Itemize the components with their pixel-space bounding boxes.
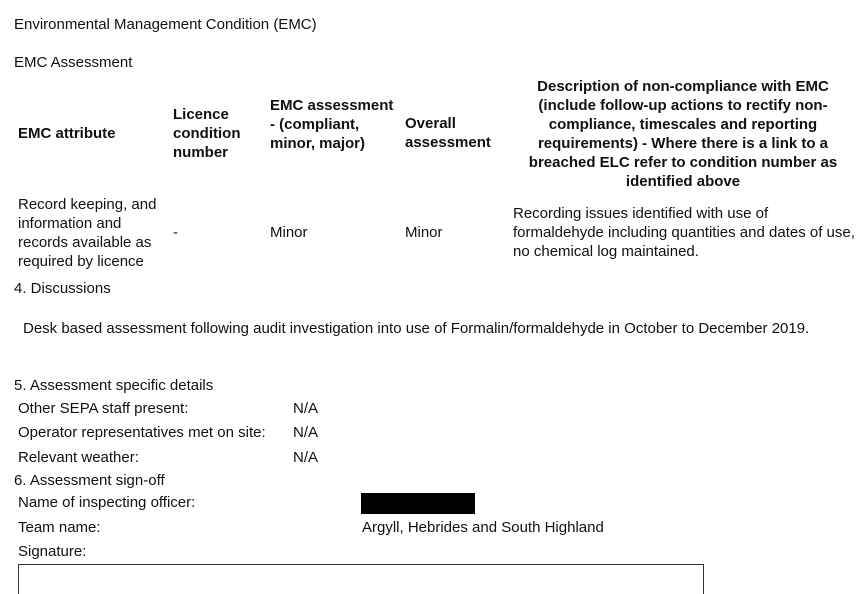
- detail-label-weather: Relevant weather:: [18, 449, 139, 466]
- header-licence-condition: Licence condition number: [173, 106, 241, 161]
- discussions-heading: 4. Discussions: [14, 280, 111, 297]
- details-heading: 5. Assessment specific details: [14, 377, 214, 394]
- header-description: Description of non-compliance with EMC (include follow-up actions to rectify non-compliance, timescales and reporting requirements) - Where there is a link to a breached ELC refer to condition number as identified above: [528, 78, 838, 190]
- team-label: Team name:: [18, 519, 101, 536]
- cell-description: Recording issues identified with use of formaldehyde including quantities and dates of use, no chemical log maintained.: [513, 205, 855, 260]
- header-emc-assessment: EMC assessment - (compliant, minor, major): [270, 97, 394, 152]
- signature-label: Signature:: [18, 543, 87, 560]
- detail-value-operator: N/A: [293, 424, 319, 441]
- cell-overall: Minor: [405, 224, 443, 241]
- officer-label: Name of inspecting officer:: [18, 494, 196, 511]
- detail-value-weather: N/A: [293, 449, 319, 466]
- detail-label-sepa-staff: Other SEPA staff present:: [18, 400, 189, 417]
- detail-value-sepa-staff: N/A: [293, 400, 319, 417]
- redacted-officer-name: [361, 493, 475, 514]
- cell-attribute: Record keeping, and information and records available as required by licence: [18, 196, 157, 270]
- detail-label-operator: Operator representatives met on site:: [18, 424, 266, 441]
- cell-emc-assessment: Minor: [270, 224, 308, 241]
- discussions-text: Desk based assessment following audit investigation into use of Formalin/formaldehyde in October to December 2019.: [23, 320, 810, 337]
- section-subtitle: EMC Assessment: [14, 54, 133, 71]
- header-emc-attribute: EMC attribute: [18, 125, 116, 142]
- signature-box[interactable]: [18, 564, 704, 594]
- team-value: Argyll, Hebrides and South Highland: [362, 519, 604, 536]
- signoff-heading: 6. Assessment sign-off: [14, 472, 165, 489]
- document-title: Environmental Management Condition (EMC): [14, 16, 317, 33]
- header-overall-assessment: Overall assessment: [405, 115, 491, 151]
- cell-licence: -: [173, 224, 178, 241]
